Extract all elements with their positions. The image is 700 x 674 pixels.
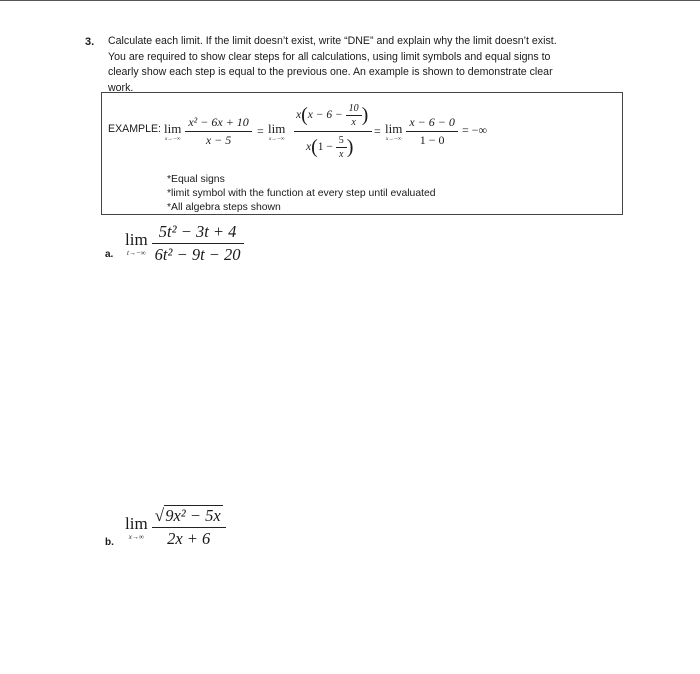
fraction-numerator: x(x − 6 − $\frac{10}{x}$ ) — [296, 103, 369, 128]
lim-word: lim — [385, 121, 403, 136]
question-instructions — [108, 34, 628, 96]
inner-fraction-numerator: 10 — [348, 103, 359, 114]
example-label: EXAMPLE: — [108, 123, 161, 135]
example-step1-fraction — [185, 115, 251, 148]
note-line: *All algebra steps shown — [167, 202, 281, 213]
example-box — [101, 92, 623, 215]
inner-expression: 1 − — [317, 141, 333, 154]
example-step1 — [164, 115, 252, 148]
problem-b-lim-symbol — [125, 514, 148, 541]
inner-expression: x − 6 − — [307, 109, 343, 122]
fraction-denominator: 1 − 0 — [419, 133, 445, 147]
instruction-line: clearly show each step is equal to the previous one. An example is shown to demonstrate clear — [108, 66, 553, 79]
fraction-bar — [294, 131, 372, 132]
lim-subscript: t→−∞ — [127, 249, 146, 257]
problem-b-expression — [125, 505, 226, 549]
instruction-line: work. — [108, 81, 134, 94]
lim-subscript: x→∞ — [128, 532, 144, 541]
square-root — [155, 505, 223, 526]
fraction-numerator: 5t² − 3t + 4 — [158, 222, 237, 241]
radical-sign-icon: √ — [154, 506, 165, 525]
inner-fraction-denominator: x — [351, 117, 356, 128]
example-step2-fraction — [294, 95, 372, 167]
note-line: *Equal signs — [167, 174, 225, 185]
lim-subscript: x→−∞ — [164, 136, 181, 142]
fraction-denominator: x − 5 — [205, 133, 232, 147]
question-number: 3. — [85, 36, 95, 48]
lim-word: lim — [125, 230, 148, 249]
lim-subscript: x→−∞ — [385, 136, 402, 142]
equals-sign: = — [257, 124, 264, 138]
example-result: = −∞ — [462, 123, 488, 137]
example-lim-symbol — [164, 121, 181, 142]
factor-x: x — [296, 109, 302, 122]
fraction-denominator: x(1 − $\frac{5}{x}$ ) — [306, 135, 354, 160]
problem-a-fraction — [152, 222, 244, 265]
problem-b-label: b. — [105, 537, 114, 548]
fraction-numerator: x − 6 − 0 — [409, 115, 455, 129]
lim-subscript: x→−∞ — [268, 136, 285, 142]
note-line: *limit symbol with the function at every step until evaluated — [167, 188, 436, 199]
lim-word: lim — [268, 121, 286, 136]
radicand: 9x² − 5x — [165, 506, 221, 525]
example-step3-fraction — [406, 115, 458, 148]
inner-fraction-denominator: x — [339, 149, 344, 160]
factor-x: x — [306, 141, 312, 154]
example-lim-symbol — [385, 121, 402, 142]
problem-a-expression — [125, 222, 244, 265]
fraction-denominator: 2x + 6 — [167, 529, 211, 548]
top-border-line — [0, 0, 700, 1]
example-notes — [167, 173, 436, 215]
instruction-line: You are required to show clear steps for all calculations, using limit symbols and equal signs to — [108, 50, 551, 63]
fraction-numerator — [152, 505, 226, 527]
problem-a-label: a. — [105, 249, 114, 260]
problem-a-lim-symbol — [125, 230, 148, 257]
inner-fraction-numerator: 5 — [338, 135, 344, 146]
lim-word: lim — [125, 513, 148, 533]
lim-word: lim — [164, 121, 182, 136]
fraction-numerator: x² − 6x + 10 — [188, 115, 249, 129]
equals-sign: = — [374, 124, 381, 138]
problem-b-fraction — [152, 505, 226, 549]
fraction-denominator: 6t² − 9t − 20 — [154, 245, 241, 264]
example-step3 — [385, 115, 458, 148]
instruction-line: Calculate each limit. If the limit doesn’t exist, write “DNE” and explain why the limit doesn’t exist. — [108, 35, 557, 47]
example-step2-lim — [268, 121, 285, 142]
